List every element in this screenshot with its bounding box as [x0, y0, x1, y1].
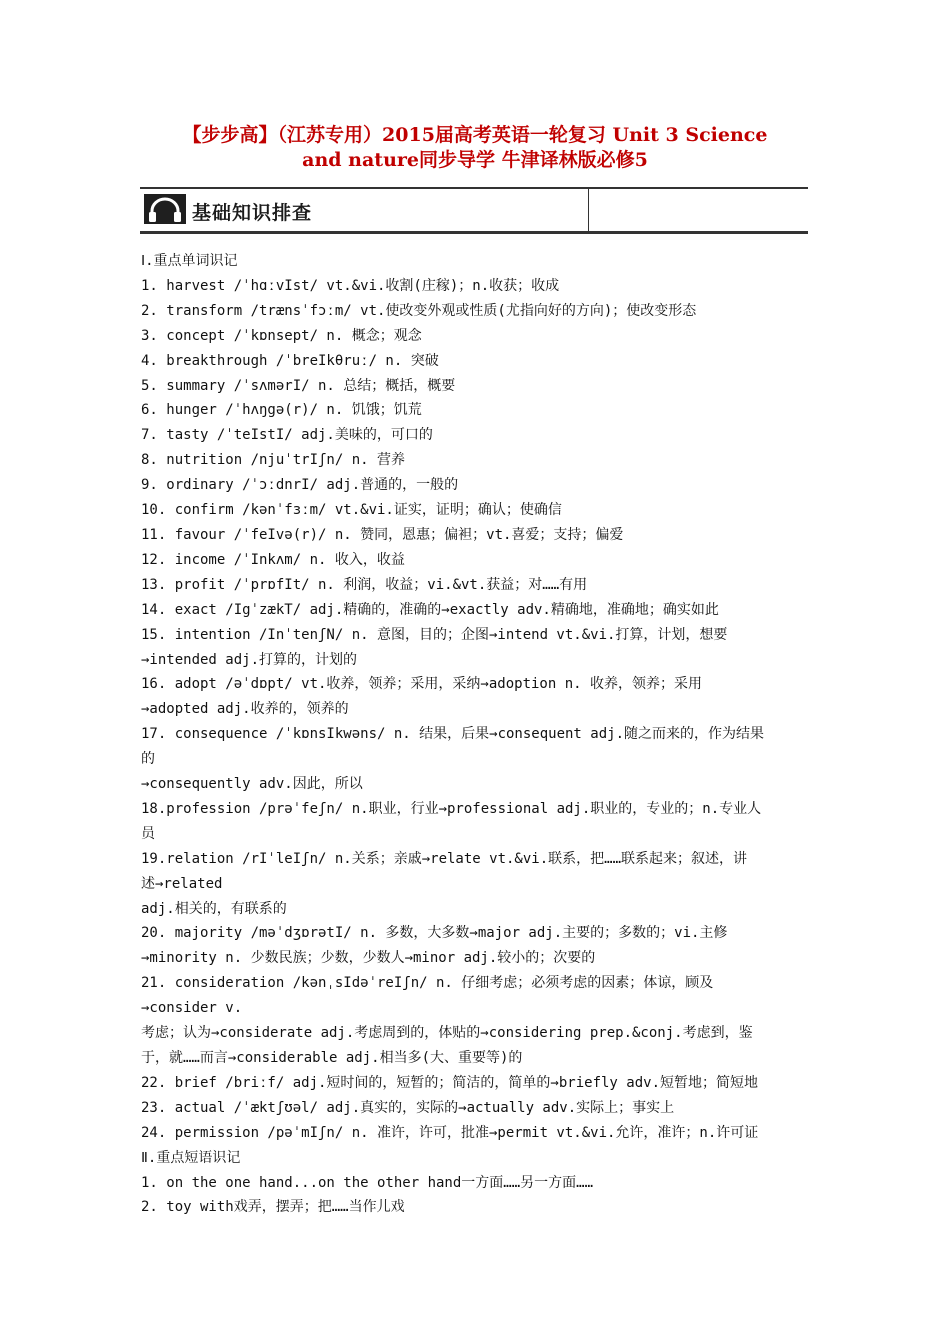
text-line: 9. ordinary /ˈɔːdnrI/ adj.普通的，一般的: [141, 477, 459, 494]
text-line: →minority n. 少数民族；少数，少数人→minor adj.较小的；次要的: [141, 950, 596, 967]
text-line: 员: [141, 825, 155, 842]
headphones-icon: [144, 194, 186, 224]
text-line: →consequently adv.因此，所以: [141, 776, 363, 793]
text-line: 11. favour /ˈfeIvə(r)/ n. 赞同，恩惠；偏袒；vt.喜爱；支持；偏爱: [141, 526, 624, 543]
text-line: Ⅱ.重点短语识记: [141, 1149, 241, 1166]
text-line: 12. income /ˈInkʌm/ n. 收入，收益: [141, 551, 405, 568]
text-line: 1. harvest /ˈhɑːvIst/ vt.&vi.收割(庄稼)；n.收获；收成: [141, 277, 560, 294]
text-line: 6. hunger /ˈhʌŋgə(r)/ n. 饥饿；饥荒: [141, 402, 422, 419]
text-line: 22. brief /briːf/ adj.短时间的，短暂的；简洁的，简单的→briefly adv.短暂地；简短地: [141, 1074, 759, 1091]
title-line-2: and nature同步导学 牛津译林版必修5: [302, 149, 648, 171]
text-line: 7. tasty /ˈteIstI/ adj.美味的，可口的: [141, 427, 433, 444]
text-line: 19.relation /rIˈleIʃn/ n.关系；亲戚→relate vt.&vi.联系，把……联系起来；叙述，讲: [141, 850, 748, 867]
text-line: 的: [141, 751, 155, 768]
text-line: 2. toy with戏弄，摆弄；把……当作儿戏: [141, 1199, 405, 1216]
banner-label: 基础知识排查: [192, 202, 313, 224]
text-line: Ⅰ.重点单词识记: [141, 253, 238, 269]
text-line: 18.profession /prəˈfeʃn/ n.职业，行业→professional adj.职业的，专业的；n.专业人: [141, 800, 762, 817]
text-line: 5. summary /ˈsʌmərI/ n. 总结；概括，概要: [141, 377, 456, 394]
text-line: →consider v.: [141, 1000, 243, 1017]
text-line: 4. breakthrough /ˈbreIkθruː/ n. 突破: [141, 352, 439, 369]
text-line: 8. nutrition /njuˈtrIʃn/ n. 营养: [141, 452, 406, 469]
text-line: 1. on the one hand...on the other hand一方面……另一方面……: [141, 1174, 594, 1191]
text-line: adj.相关的，有联系的: [141, 900, 287, 917]
text-line: 10. confirm /kənˈfɜːm/ vt.&vi.证实，证明；确认；使确信: [141, 502, 562, 519]
text-line: →intended adj.打算的，计划的: [141, 651, 358, 668]
text-line: 14. exact /IgˈzækT/ adj.精确的，准确的→exactly adv.精确地，准确地；确实如此: [141, 601, 719, 618]
text-line: 3. concept /ˈkɒnsept/ n. 概念；观念: [141, 327, 422, 344]
banner-divider: [588, 189, 589, 231]
title-line-1: 【步步高】（江苏专用）2015届高考英语一轮复习 Unit 3 Science: [182, 124, 768, 146]
text-line: 述→related: [141, 875, 223, 892]
text-line: 24. permission /pəˈmIʃn/ n. 准许，许可，批准→permit vt.&vi.允许，准许；n.许可证: [141, 1124, 759, 1141]
document-title: [120, 123, 830, 173]
text-line: 考虑；认为→considerate adj.考虑周到的，体贴的→considering prep.&conj.考虑到，鉴: [141, 1025, 753, 1042]
text-line: 2. transform /trænsˈfɔːm/ vt.使改变外观或性质(尤指向好的方向)；使改变形态: [141, 302, 697, 319]
text-line: 17. consequence /ˈkɒnsIkwəns/ n. 结果，后果→consequent adj.随之而来的，作为结果: [141, 726, 765, 743]
section-banner: [140, 187, 808, 234]
text-line: 20. majority /məˈdʒɒrətI/ n. 多数，大多数→major adj.主要的；多数的；vi.主修: [141, 925, 728, 942]
vocabulary-list: [141, 249, 811, 1220]
text-line: 16. adopt /əˈdɒpt/ vt.收养，领养；采用，采纳→adoption n. 收养，领养；采用: [141, 676, 703, 693]
text-line: 21. consideration /kənˌsIdəˈreIʃn/ n. 仔细考虑；必须考虑的因素；体谅，顾及: [141, 975, 714, 992]
text-line: →adopted adj.收养的，领养的: [141, 701, 349, 718]
text-line: 15. intention /InˈtenʃN/ n. 意图，目的；企图→intend vt.&vi.打算，计划，想要: [141, 626, 728, 643]
text-line: 于，就……而言→considerable adj.相当多(大、重要等)的: [141, 1050, 523, 1066]
text-line: 13. profit /ˈprɒfIt/ n. 利润，收益；vi.&vt.获益；对……有用: [141, 576, 588, 593]
text-line: 23. actual /ˈæktʃʊəl/ adj.真实的，实际的→actually adv.实际上；事实上: [141, 1099, 675, 1116]
